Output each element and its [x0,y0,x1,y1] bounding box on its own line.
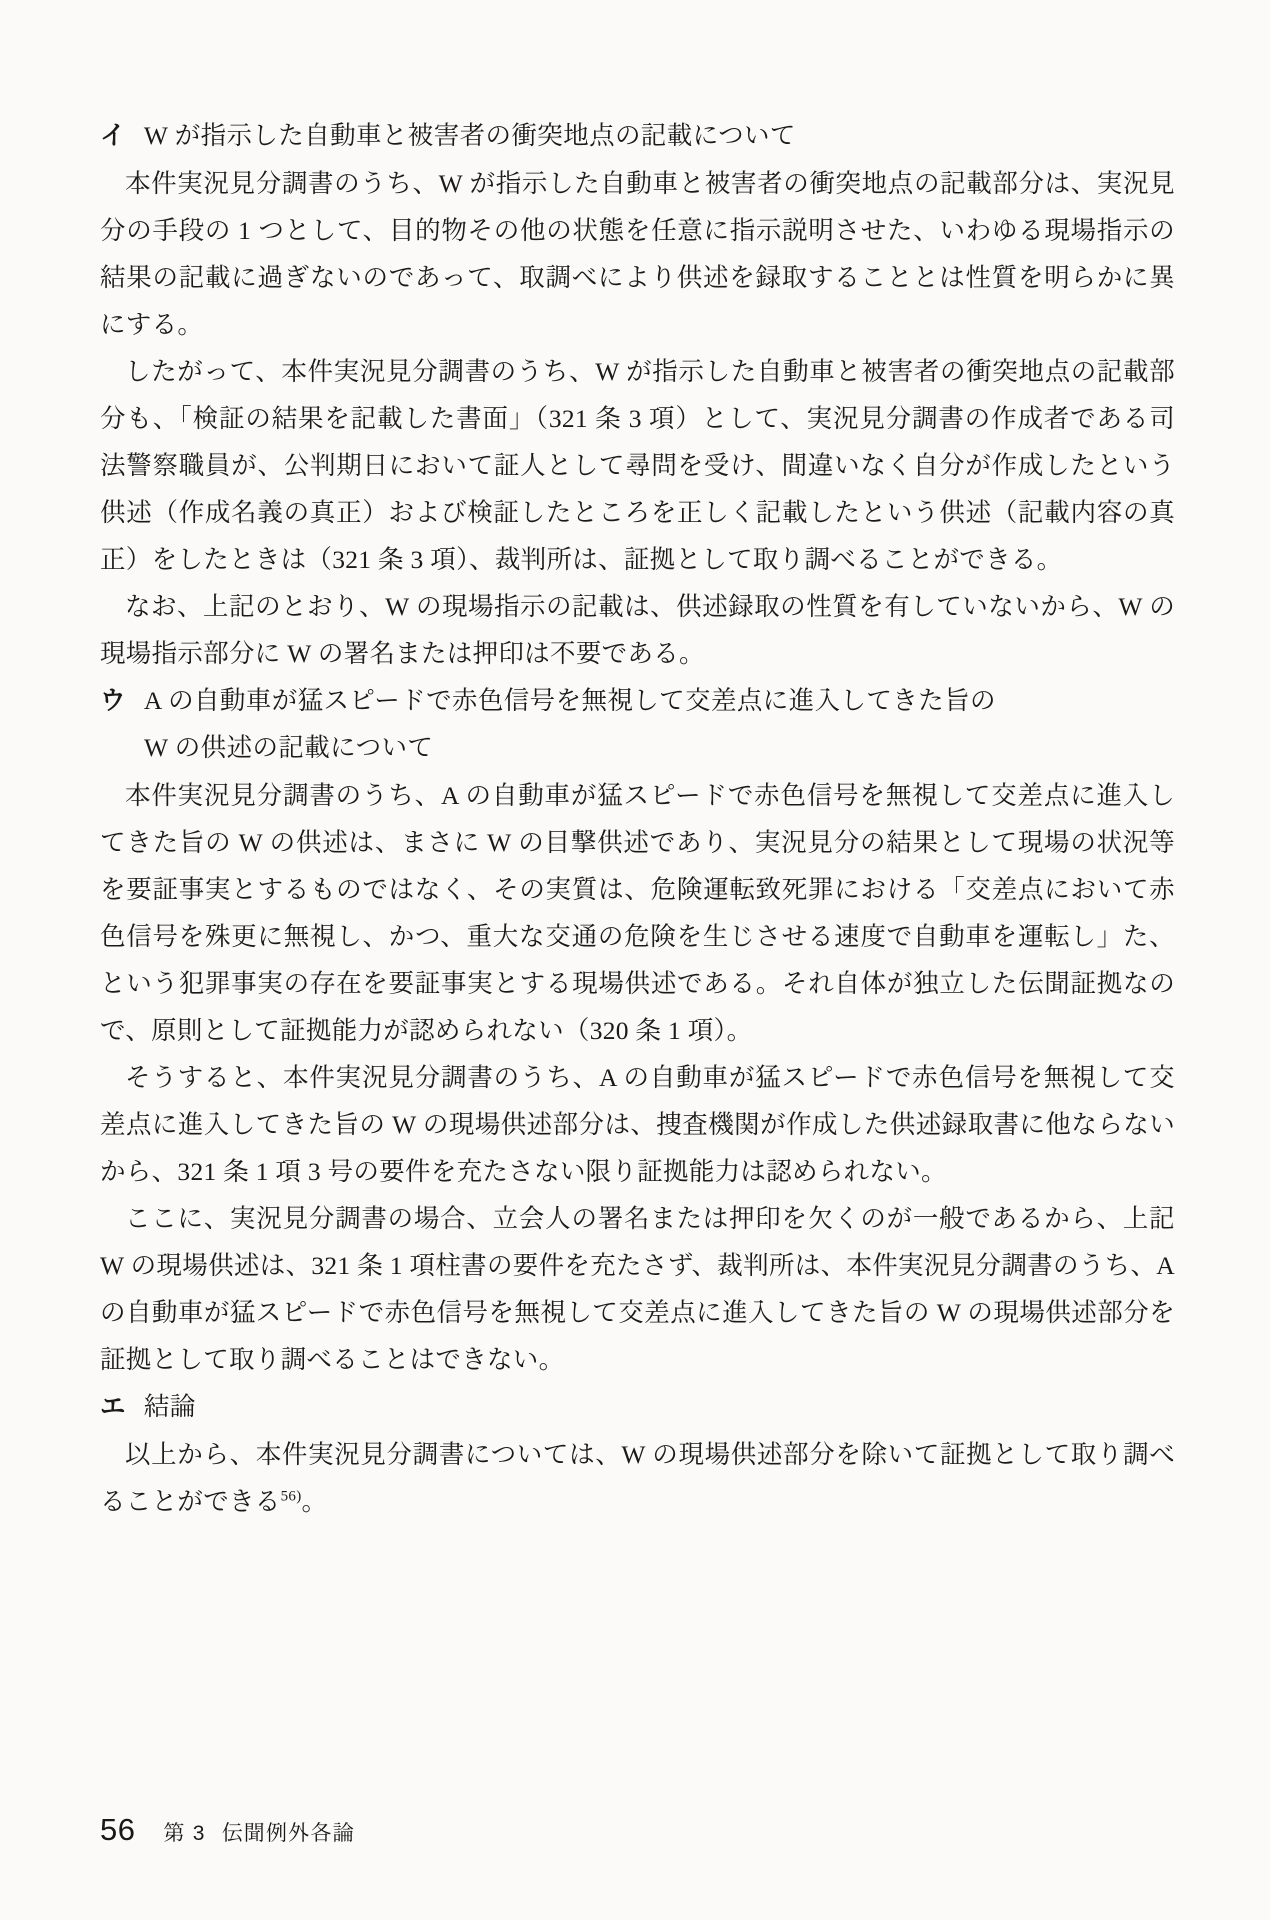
footnote-reference-56: 56) [280,1488,302,1505]
page-body [100,112,1175,1525]
paragraph-6: ここに、実況見分調書の場合、立会人の署名または押印を欠くのが一般であるから、上記 W の現場供述は、321 条 1 項柱書の要件を充たさず、裁判所は、本件実況見分調書のうち、A の自動車が猛スピードで赤色信号を無視して交差点に進入してきた旨の W の現場供述部分を証拠として取り調べることはできない。 [100,1204,1175,1374]
running-head-title: 伝聞例外各論 [221,1822,355,1845]
heading-e [100,1383,1175,1430]
heading-marker-e: エ [100,1392,126,1421]
page-number: 56 [100,1812,136,1847]
heading-marker-u: ウ [100,686,126,715]
heading-text-u: A の自動車が猛スピードで赤色信号を無視して交差点に進入してきた旨の [143,686,996,715]
paragraph-3: なお、上記のとおり、W の現場指示の記載は、供述録取の性質を有していないから、W の現場指示部分に W の署名または押印は不要である。 [100,592,1175,668]
heading-text-e: 結論 [143,1392,196,1421]
paragraph-2: したがって、本件実況見分調書のうち、W が指示した自動車と被害者の衝突地点の記載部分も、「検証の結果を記載した書面」（321 条 3 項）として、実況見分調書の作成者である司法警察職員が、公判期日において証人として尋問を受け、間違いなく自分が作成したという供述（作成名義の真正）および検証したところを正しく記載したという供述（記載内容の真正）をしたときは（321 条 3 項）、裁判所は、証拠として取り調べることができる。 [100,357,1175,574]
heading-marker-i: イ [100,121,126,150]
paragraph-7-tail: 。 [301,1487,328,1516]
running-head [163,1817,354,1847]
paragraph-7-text: 以上から、本件実況見分調書については、W の現場供述部分を除いて証拠として取り調べることができる [100,1440,1175,1516]
heading-i [100,112,1175,159]
paragraph-5: そうすると、本件実況見分調書のうち、A の自動車が猛スピードで赤色信号を無視して交差点に進入してきた旨の W の現場供述部分は、捜査機関が作成した供述録取書に他ならないから、321 条 1 項 3 号の要件を充たさない限り証拠能力は認められない。 [100,1063,1175,1186]
paragraph-7 [100,1431,1175,1525]
heading-text-i: W が指示した自動車と被害者の衝突地点の記載について [143,121,796,150]
paragraph-1: 本件実況見分調書のうち、W が指示した自動車と被害者の衝突地点の記載部分は、実況見分の手段の 1 つとして、目的物その他の状態を任意に指示説明させた、いわゆる現場指示の結果の記載に過ぎないのであって、取調べにより供述を録取することとは性質を明らかに異にする。 [100,169,1175,339]
page-footer [100,1812,355,1848]
running-head-section: 第 3 [163,1822,206,1845]
heading-subline-u: W の供述の記載について [144,733,434,762]
paragraph-4: 本件実況見分調書のうち、A の自動車が猛スピードで赤色信号を無視して交差点に進入してきた旨の W の供述は、まさに W の目撃供述であり、実況見分の結果として現場の状況等を要証事実とするものではなく、その実質は、危険運転致死罪における「交差点において赤色信号を殊更に無視し、かつ、重大な交通の危険を生じさせる速度で自動車を運転し」た、という犯罪事実の存在を要証事実とする現場供述である。それ自体が独立した伝聞証拠なので、原則として証拠能力が認められない（320 条 1 項）。 [100,781,1175,1045]
heading-u [100,677,1175,771]
